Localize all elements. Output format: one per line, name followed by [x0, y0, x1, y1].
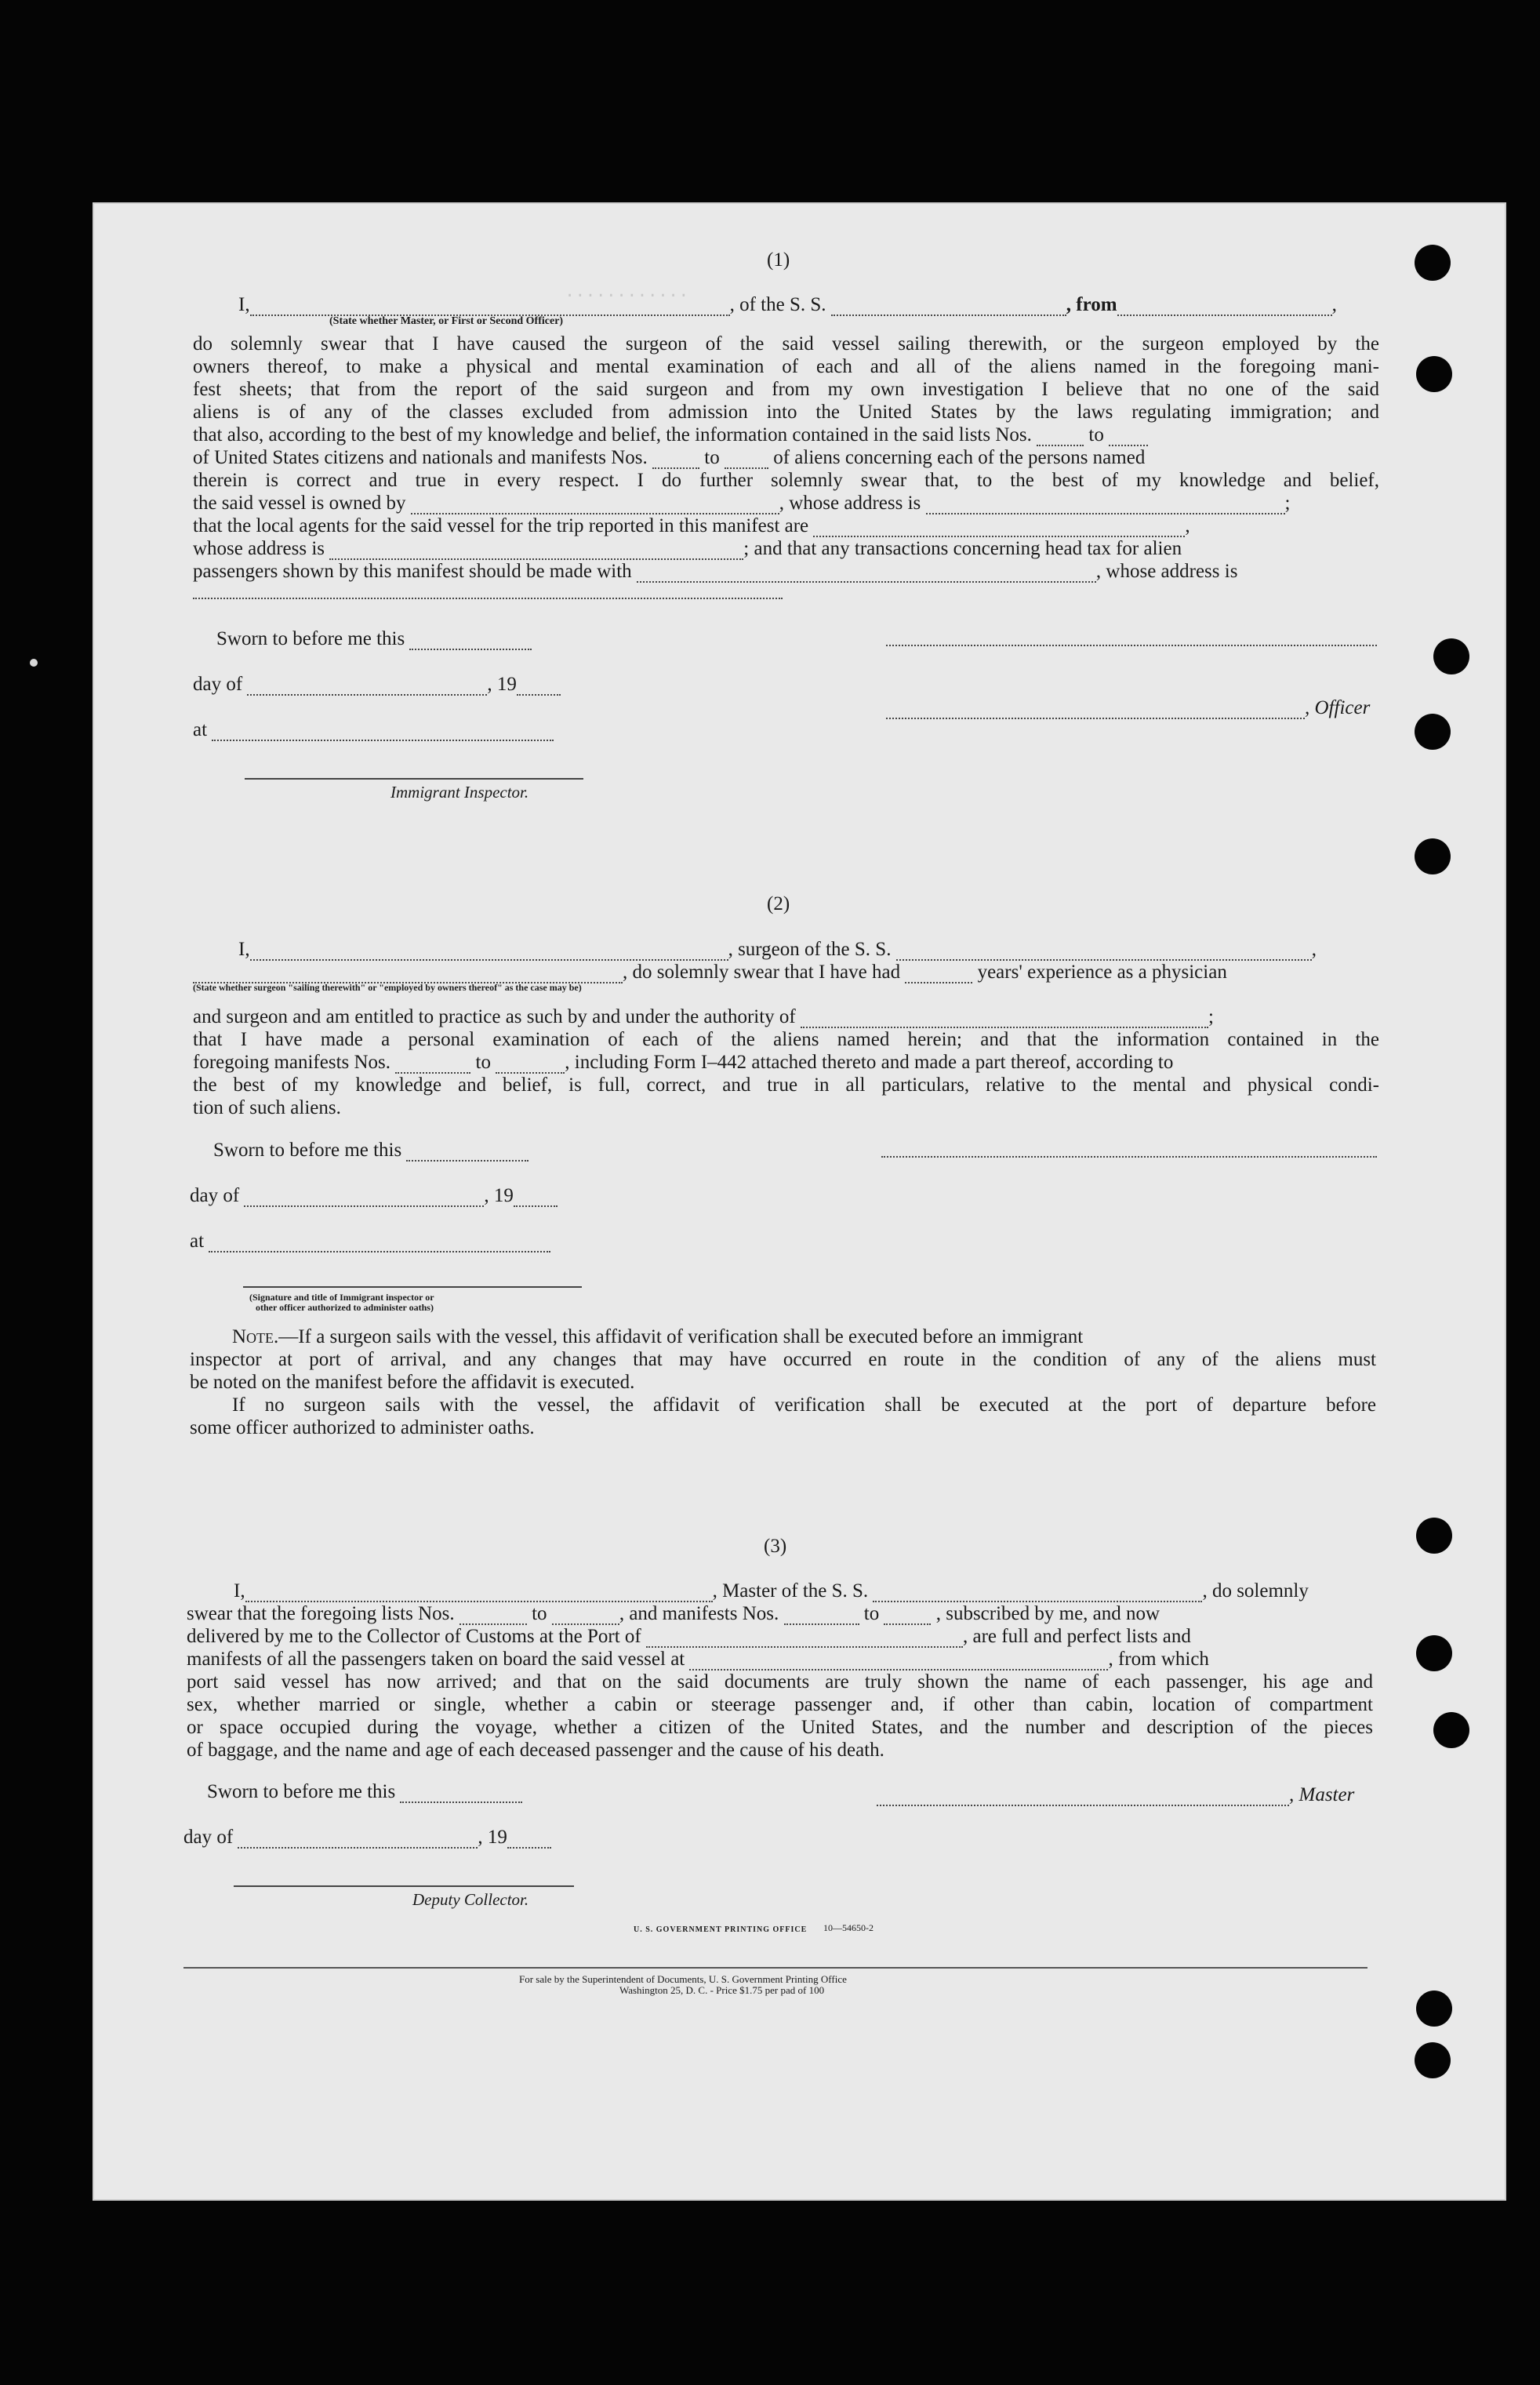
speck: [30, 659, 38, 667]
collector-signature-line[interactable]: [234, 1885, 574, 1887]
agents-field[interactable]: [813, 522, 1185, 537]
sec1-text-9: that the local agents for the said vessel for the trip reported in this manifest are ,: [193, 515, 1190, 536]
sec3-line-2: swear that the foregoing lists Nos. to , and manifests Nos. to , subscribed by me, and now: [187, 1603, 1160, 1624]
sec2-note-3: be noted on the manifest before the affidavit is executed.: [190, 1372, 635, 1393]
port-of-departure-field[interactable]: [689, 1655, 1108, 1671]
surgeon-status-note: (State whether surgeon "sailing therewith" or "employed by owners thereof" as the case may be): [193, 982, 582, 993]
sec2-line-7: tion of such aliens.: [193, 1097, 341, 1118]
sec2-note-4: If no surgeon sails with the vessel, the affidavit of verification shall be executed at the port of departure before: [232, 1394, 1376, 1416]
sec2-line-6: the best of my knowledge and belief, is full, correct, and true in all particulars, relative to the mental and physical condi-: [193, 1074, 1379, 1096]
authority-field[interactable]: [801, 1013, 1208, 1028]
sec1-text-8: the said vessel is owned by , whose address is ;: [193, 493, 1291, 514]
sec1-text-4: aliens is of any of the classes excluded from admission into the United States by the laws regulating immigration; and: [193, 402, 1379, 423]
sec3-sworn-day-field[interactable]: [400, 1787, 522, 1803]
sec3-line-5: port said vessel has now arrived; and that on the said documents are truly shown the name of each passenger, his age and: [187, 1671, 1373, 1692]
sec3-master-line: , Master: [877, 1783, 1354, 1806]
sale-line-2: Washington 25, D. C. - Price $1.75 per pad of 100: [619, 1984, 825, 1996]
sec3-vessel-field[interactable]: [873, 1587, 1202, 1602]
sec1-text-10: whose address is ; and that any transactions concerning head tax for alien: [193, 538, 1182, 559]
from-port-field[interactable]: [1117, 300, 1332, 316]
section-3-number: (3): [764, 1536, 787, 1557]
contact-address-line: [193, 598, 783, 599]
owner-field[interactable]: [411, 499, 779, 514]
sec1-text-11: passengers shown by this manifest should be made with , whose address is: [193, 561, 1238, 582]
sale-line-1: For sale by the Superintendent of Documents, U. S. Government Printing Office: [519, 1973, 847, 1985]
sworn-place-field[interactable]: [212, 725, 554, 741]
punch-hole: [1433, 638, 1469, 674]
collector-label: Deputy Collector.: [412, 1890, 529, 1909]
form-code: 10—54650-2: [823, 1922, 874, 1933]
sec2-note-2: inspector at port of arrival, and any changes that may have occurred en route in the condition of any of the aliens must: [190, 1349, 1376, 1370]
sec1-text-7: therein is correct and true in every respect. I do further solemnly swear that, to the best of my knowledge and belief,: [193, 470, 1379, 491]
sec2-line-4: that I have made a personal examination of each of the aliens named herein; and that the information contained in the: [193, 1029, 1379, 1050]
sec2-sworn: Sworn to before me this: [213, 1139, 528, 1162]
lists-to-field[interactable]: [1109, 431, 1148, 446]
sec3-line-4: manifests of all the passengers taken on board the said vessel at , from which: [187, 1649, 1209, 1670]
master-name-field[interactable]: [245, 1587, 713, 1602]
punch-hole: [1433, 1712, 1469, 1748]
years-experience-field[interactable]: [905, 968, 972, 983]
printer-imprint: U. S. GOVERNMENT PRINTING OFFICE: [634, 1925, 808, 1934]
sec2-manifests-to-field[interactable]: [496, 1058, 565, 1074]
sec1-text-1: do solemnly swear that I have caused the surgeon of the said vessel sailing therewith, or the surgeon employed by the: [193, 333, 1379, 354]
punch-hole: [1415, 245, 1451, 281]
sworn-day-field[interactable]: [409, 634, 532, 650]
sec2-manifests-from-field[interactable]: [395, 1058, 470, 1074]
port-of-arrival-field[interactable]: [646, 1632, 963, 1648]
section-1-number: (1): [767, 249, 790, 271]
sec3-sworn: Sworn to before me this: [207, 1780, 522, 1803]
sec2-sig-note-1: (Signature and title of Immigrant inspector or: [249, 1292, 434, 1303]
sec2-note-1: Note.—If a surgeon sails with the vessel, this affidavit of verification shall be executed before an immigrant: [232, 1326, 1084, 1347]
sec1-text-6: of United States citizens and nationals and manifests Nos. to of aliens concerning each of the persons named: [193, 447, 1146, 468]
sec3-line-1: I, , Master of the S. S. , do solemnly: [234, 1580, 1309, 1602]
sec2-vessel-field[interactable]: [896, 945, 1312, 961]
sec1-line-1: I, , of the S. S. , from ,: [238, 294, 1337, 315]
sec3-dayof: day of , 19: [183, 1826, 551, 1849]
sec3-lists-from-field[interactable]: [459, 1609, 527, 1625]
sec2-sworn-month-field[interactable]: [244, 1191, 484, 1207]
manifests-to-field[interactable]: [725, 453, 768, 469]
sec1-signature-line[interactable]: [886, 645, 1377, 646]
sec1-text-2: owners thereof, to make a physical and mental examination of each and all of the aliens named in the foregoing mani-: [193, 356, 1379, 377]
sec2-note-5: some officer authorized to administer oaths.: [190, 1417, 535, 1438]
sworn-year-field[interactable]: [517, 680, 561, 696]
sec2-dayof: day of , 19: [190, 1184, 558, 1207]
sec3-sworn-year-field[interactable]: [507, 1833, 551, 1849]
sec2-sworn-day-field[interactable]: [406, 1146, 528, 1162]
sec3-lists-to-field[interactable]: [552, 1609, 619, 1625]
show-through-text: ............: [565, 282, 689, 302]
sec3-manifests-from-field[interactable]: [784, 1609, 859, 1625]
manifests-from-field[interactable]: [652, 453, 699, 469]
sec2-sworn-year-field[interactable]: [514, 1191, 558, 1207]
footer-rule: [183, 1967, 1367, 1969]
sec2-inspector-signature-line[interactable]: [243, 1286, 582, 1288]
punch-hole: [1416, 1991, 1452, 2027]
sec1-officer-line: , Officer: [886, 696, 1370, 719]
sec1-at: at: [193, 718, 554, 741]
surgeon-name-field[interactable]: [250, 945, 728, 961]
sec1-sworn: Sworn to before me this: [216, 627, 532, 650]
agents-address-field[interactable]: [329, 544, 743, 560]
sec3-line-7: or space occupied during the voyage, whether a citizen of the United States, and the number and description of the pieces: [187, 1717, 1373, 1738]
punch-hole: [1415, 838, 1451, 874]
sec1-text-5: that also, according to the best of my knowledge and belief, the information contained in the said lists Nos. to: [193, 424, 1148, 446]
vessel-name-field[interactable]: [831, 300, 1066, 316]
officer-rank-note: (State whether Master, or First or Second Officer): [329, 315, 564, 327]
punch-hole: [1415, 2042, 1451, 2078]
punch-hole: [1416, 356, 1452, 392]
sec2-signature-line[interactable]: [881, 1156, 1377, 1158]
sec2-sig-note-2: other officer authorized to administer oaths): [256, 1302, 434, 1313]
sec2-line-1: I, , surgeon of the S. S. ,: [238, 939, 1317, 960]
sec2-sworn-place-field[interactable]: [209, 1237, 550, 1252]
sec3-manifests-to-field[interactable]: [884, 1609, 931, 1625]
sworn-month-field[interactable]: [247, 680, 487, 696]
sec3-sworn-month-field[interactable]: [238, 1833, 478, 1849]
officer-rank-field[interactable]: [250, 300, 730, 316]
master-signature-field[interactable]: [877, 1791, 1289, 1806]
head-tax-contact-field[interactable]: [637, 567, 1096, 583]
sec3-line-3: delivered by me to the Collector of Customs at the Port of , are full and perfect lists and: [187, 1626, 1191, 1647]
inspector-label: Immigrant Inspector.: [390, 783, 529, 802]
sec3-line-6: sex, whether married or single, whether a cabin or steerage passenger and, if other than cabin, location of compartment: [187, 1694, 1373, 1715]
punch-hole: [1416, 1635, 1452, 1671]
officer-signature-field[interactable]: [886, 704, 1305, 719]
punch-hole: [1415, 714, 1451, 750]
surgeon-status-field[interactable]: [193, 968, 623, 983]
punch-hole: [1416, 1518, 1452, 1554]
sec2-line-2: , do solemnly swear that I have had years' experience as a physician: [193, 961, 1227, 983]
sec1-text-3: fest sheets; that from the report of the said surgeon and from my own investigation I believe that no one of the said: [193, 379, 1379, 400]
sec2-line-3: and surgeon and am entitled to practice as such by and under the authority of ;: [193, 1006, 1214, 1027]
sec3-line-8: of baggage, and the name and age of each deceased passenger and the cause of his death.: [187, 1740, 884, 1761]
inspector-signature-line[interactable]: [245, 778, 583, 780]
sec2-line-5: foregoing manifests Nos. to , including Form I–442 attached thereto and made a part thereof, according to: [193, 1052, 1174, 1073]
lists-from-field[interactable]: [1037, 431, 1084, 446]
section-2-number: (2): [767, 893, 790, 914]
sec1-dayof: day of , 19: [193, 673, 561, 696]
sec2-at: at: [190, 1230, 550, 1252]
owner-address-field[interactable]: [926, 499, 1285, 514]
